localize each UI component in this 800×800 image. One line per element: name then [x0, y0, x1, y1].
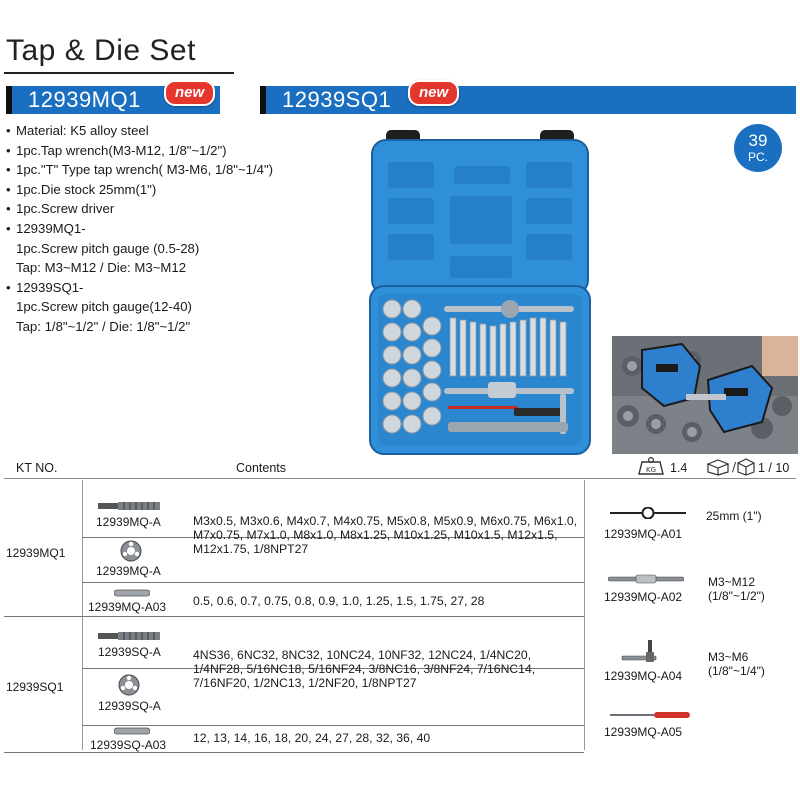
accessory-spec: 25mm (1") — [706, 509, 762, 523]
die-icon — [120, 540, 142, 562]
pitch-gauge-icon — [114, 589, 150, 597]
part-code: 12939MQ-A — [96, 515, 161, 529]
accessory-code: 12939MQ-A01 — [604, 527, 683, 541]
grid-line — [82, 582, 584, 583]
spec-item: • 12939SQ1- — [6, 278, 366, 298]
spec-item: • 1pc.Die stock 25mm(1") — [6, 180, 366, 200]
tap-icon — [98, 500, 162, 512]
part-code: 12939SQ-A03 — [90, 738, 167, 752]
grid-line — [584, 480, 585, 750]
part-code: 12939SQ-A — [98, 699, 161, 713]
accessory-code: 12939MQ-A02 — [604, 590, 683, 604]
piece-unit: PC. — [747, 150, 768, 164]
spec-item: • 12939MQ1- — [6, 219, 366, 239]
spec-item: Tap: 1/8"~1/2" / Die: 1/8"~1/2" — [16, 318, 191, 334]
die-stock-icon — [610, 507, 686, 519]
part-code: 12939MQ-A — [96, 564, 161, 578]
spec-item: 1pc.Screw pitch gauge (0.5-28) — [16, 240, 200, 256]
contents-text: 4NS36, 6NC32, 8NC32, 10NC24, 10NF32, 12NC24, 1/4NC20, 1/4NF28, 5/16NC18, 5/16NF24, 3/8NC16, 3/8NF24, 7/16NC14, 7/16NF20, 1/2NC13, 1/2NF20, 1/8NPT27 — [193, 648, 536, 690]
banner-model: 12939SQ1 — [282, 87, 392, 112]
usage-photo — [612, 336, 798, 454]
kit-number: 12939MQ1 — [6, 546, 66, 560]
column-header-contents: Contents — [236, 461, 287, 475]
weight-value: 1.4 — [670, 461, 688, 475]
new-badge: new — [408, 80, 459, 106]
spec-item: 1pc.Screw pitch gauge(12-40) — [16, 299, 192, 315]
spec-list — [6, 121, 366, 337]
accessory-code: 12939MQ-A05 — [604, 725, 683, 739]
contents-text: M3x0.5, M3x0.6, M4x0.7, M4x0.75, M5x0.8, M5x0.9, M6x0.75, M6x1.0, M7x0.75, M7x1.0, M8x1.0, M8x1.25, M10x1.25, M10x1.5, M12x1.5, M12x1.75, 1/8NPT27 — [193, 514, 578, 556]
new-badge: new — [164, 80, 215, 106]
page-title: Tap & Die Set — [6, 34, 196, 67]
grid-line — [4, 752, 584, 753]
banner-model: 12939MQ1 — [28, 87, 141, 112]
t-wrench-icon — [620, 640, 660, 668]
kit-number: 12939SQ1 — [6, 680, 64, 694]
spec-item: Tap: M3~M12 / Die: M3~M12 — [16, 260, 187, 276]
svg-text:KG: KG — [645, 466, 657, 474]
grid-line — [82, 480, 83, 750]
piece-count-badge — [734, 124, 782, 172]
contents-text: 12, 13, 14, 16, 18, 20, 24, 27, 28, 32, 36, 40 — [193, 731, 431, 745]
accessory-spec: M3~M6 (1/8"~1/4") — [708, 650, 765, 678]
title-underline — [4, 72, 234, 74]
spec-item: • 1pc.Tap wrench(M3-M12, 1/8"~1/2") — [6, 141, 366, 161]
spec-item: • 1pc."T" Type tap wrench( M3-M6, 1/8"~1/4") — [6, 160, 366, 180]
piece-count: 39 — [748, 131, 768, 150]
pitch-gauge-icon — [114, 727, 150, 735]
accessory-code: 12939MQ-A04 — [604, 669, 683, 683]
die-icon — [118, 674, 140, 696]
svg-text:/: / — [732, 460, 737, 474]
screwdriver-icon — [610, 711, 690, 719]
column-header-kt: KT NO. — [16, 461, 58, 475]
spec-item: • 1pc.Screw driver — [6, 199, 366, 219]
grid-line — [82, 725, 584, 726]
tap-wrench-icon — [608, 574, 684, 584]
part-code: 12939SQ-A — [98, 645, 161, 659]
model-banner-mq1 — [6, 86, 220, 114]
accessory-spec: M3~M12 (1/8"~1/2") — [708, 575, 765, 603]
contents-text: 0.5, 0.6, 0.7, 0.75, 0.8, 0.9, 1.0, 1.25, 1.5, 1.75, 27, 28 — [193, 594, 485, 608]
banner-accent — [6, 86, 12, 114]
pack-icon — [706, 456, 756, 476]
tool-case-image — [364, 126, 596, 456]
header-divider — [4, 478, 796, 479]
weight-icon — [636, 456, 666, 476]
part-code: 12939MQ-A03 — [88, 600, 167, 614]
grid-line — [4, 616, 584, 617]
tap-icon — [98, 630, 162, 642]
pack-value: 1 / 10 — [758, 461, 790, 475]
model-banner-sq1 — [260, 86, 796, 114]
banner-accent — [260, 86, 266, 114]
spec-item: • Material: K5 alloy steel — [6, 121, 366, 141]
